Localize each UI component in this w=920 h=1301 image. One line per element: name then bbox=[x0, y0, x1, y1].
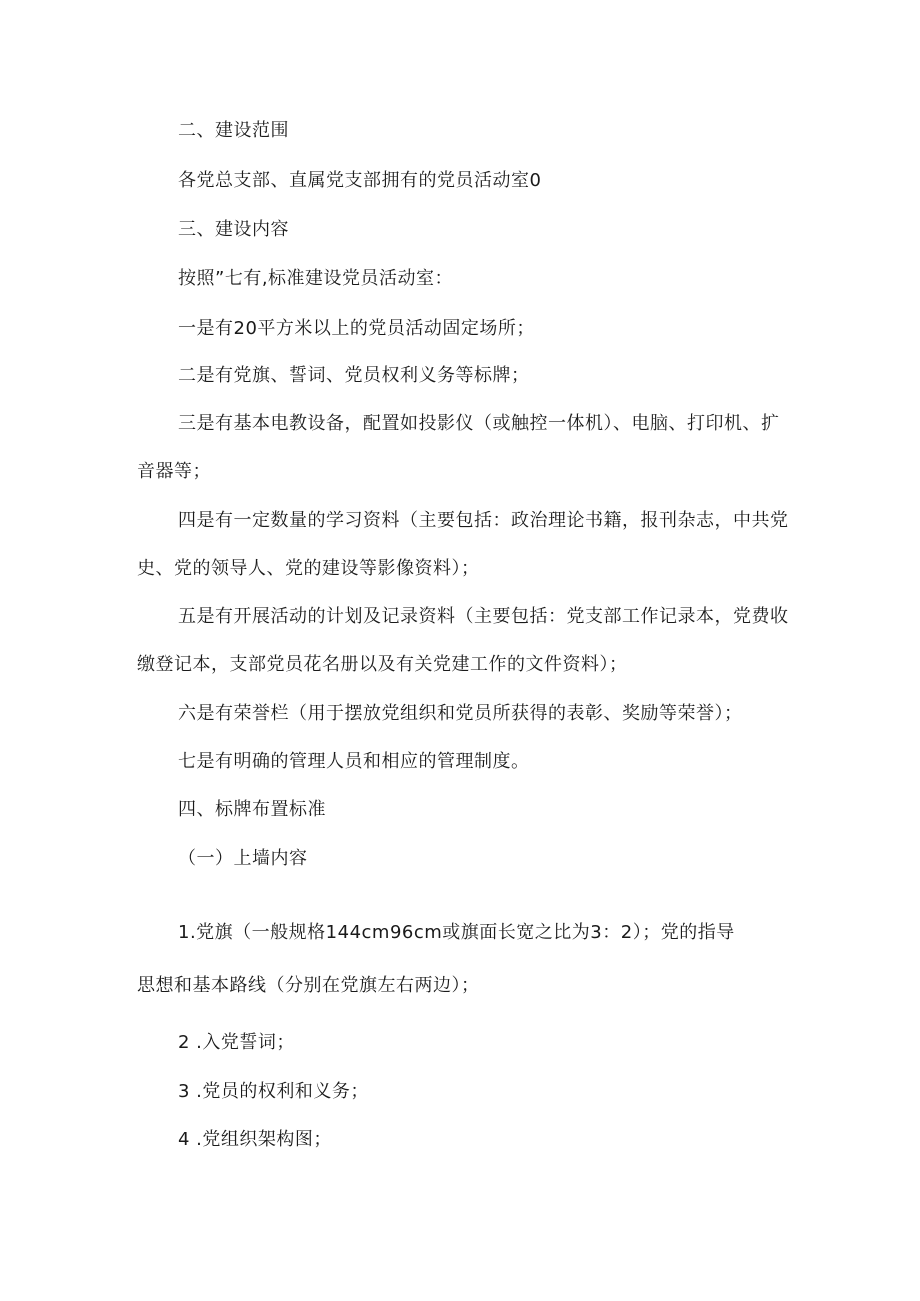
list-item-5: 五是有开展活动的计划及记录资料（主要包括：党支部工作记录本，党费收 bbox=[178, 606, 789, 627]
list-item-6: 六是有荣誉栏（用于摆放党组织和党员所获得的表彰、奖励等荣誉）； bbox=[178, 703, 743, 724]
wall-item-4: 4 .党组织架构图； bbox=[178, 1129, 332, 1150]
list-item-7: 七是有明确的管理人员和相应的管理制度。 bbox=[178, 751, 530, 772]
wall-item-3: 3 .党员的权利和义务； bbox=[178, 1081, 369, 1102]
section-heading-content: 三、建设内容 bbox=[178, 219, 289, 240]
list-item-4: 四是有一定数量的学习资料（主要包括：政治理论书籍，报刊杂志，中共党 bbox=[178, 510, 789, 531]
wall-item-1: 1.党旗（一般规格144cm96cm或旗面长宽之比为3：2）；党的指导 bbox=[178, 922, 735, 943]
list-item-3-cont: 音器等； bbox=[137, 461, 211, 482]
wall-item-2: 2 .入党誓词； bbox=[178, 1032, 295, 1053]
section-heading-scope: 二、建设范围 bbox=[178, 120, 289, 141]
section-heading-signage: 四、标牌布置标准 bbox=[178, 799, 326, 820]
paragraph-intro: 按照”七有,标准建设党员活动室： bbox=[178, 268, 454, 289]
list-item-2: 二是有党旗、誓词、党员权利义务等标牌； bbox=[178, 365, 530, 386]
subsection-heading-wall: （一）上墙内容 bbox=[178, 848, 308, 869]
list-item-5-cont: 缴登记本，支部党员花名册以及有关党建工作的文件资料）； bbox=[137, 654, 628, 675]
list-item-3: 三是有基本电教设备，配置如投影仪（或触控一体机）、电脑、打印机、扩 bbox=[178, 413, 780, 434]
paragraph-scope: 各党总支部、直属党支部拥有的党员活动室0 bbox=[178, 170, 542, 191]
list-item-4-cont: 史、党的领导人、党的建设等影像资料）； bbox=[137, 558, 480, 579]
list-item-1: 一是有20平方米以上的党员活动固定场所； bbox=[178, 318, 535, 339]
wall-item-1-cont: 思想和基本路线（分别在党旗左右两边）； bbox=[137, 975, 480, 996]
